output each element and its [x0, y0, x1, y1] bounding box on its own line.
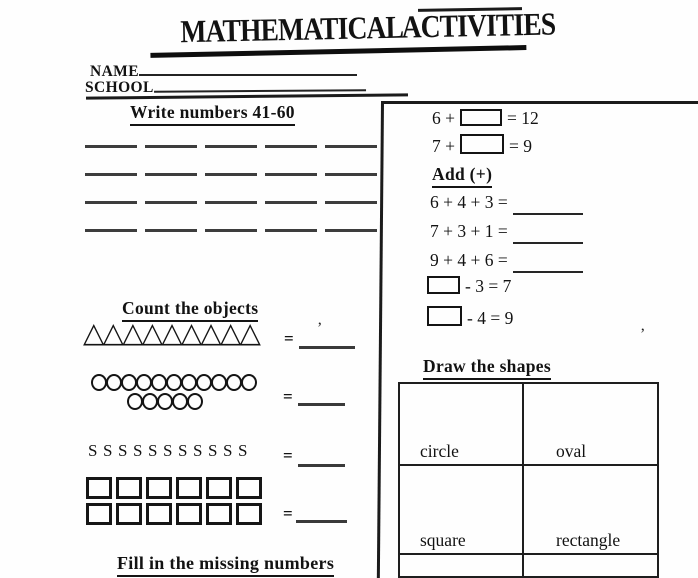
circle-shape: [127, 393, 143, 410]
square-shape: [176, 477, 202, 499]
letter-s: S: [103, 441, 113, 460]
write-number-blank-line: [85, 201, 137, 204]
write-number-blank-line: [145, 229, 197, 232]
add-answer-line: [513, 242, 583, 244]
letter-s: S: [178, 441, 188, 460]
square-shape: [116, 503, 142, 525]
write-number-blank-line: [325, 201, 377, 204]
add-heading: Add (+): [432, 164, 492, 188]
squares-equals-sign: =: [283, 504, 293, 523]
table-cell-empty: [400, 555, 524, 576]
add-answer-line: [513, 213, 583, 215]
scan-artifact-apostrophe: ’: [640, 326, 646, 343]
page-title: MATHEMATICAL ACTIVITIES: [180, 5, 556, 50]
equation-suffix: - 4 = 9: [467, 308, 514, 328]
circle-shape: [241, 374, 257, 391]
equation-suffix: = 9: [509, 136, 532, 156]
triangles-row: [83, 316, 261, 349]
circles-equals-sign: =: [283, 387, 293, 406]
square-shape: [116, 477, 142, 499]
circle-shape: [136, 374, 152, 391]
add-problem-row: [430, 192, 583, 213]
equation-box-difference-1: [427, 276, 511, 297]
equation-box-sum-2: [432, 134, 532, 157]
circles-answer-line: [298, 403, 345, 406]
letter-s: S: [133, 441, 143, 460]
triangle-shape: △: [102, 316, 125, 349]
circle-shape: [181, 374, 197, 391]
equation-suffix: - 3 = 7: [465, 276, 512, 296]
circle-shape: [106, 374, 122, 391]
write-numbers-heading: Write numbers 41-60: [130, 102, 295, 126]
equation-box-difference-2: [427, 306, 513, 329]
shape-label: oval: [556, 441, 587, 461]
write-number-blank-line: [145, 201, 197, 204]
add-answer-line: [513, 271, 583, 273]
letters-equals-sign: =: [283, 446, 293, 465]
answer-box: [460, 109, 502, 126]
answer-box: [427, 276, 460, 294]
add-problem-text: 6 + 4 + 3 =: [430, 192, 508, 212]
triangle-shape: △: [219, 316, 242, 349]
equation-prefix: 7 +: [432, 136, 455, 156]
triangles-answer-line: [299, 346, 355, 349]
answer-box: [460, 134, 504, 154]
letters-answer-line: [298, 464, 345, 467]
fill-missing-numbers-heading: Fill in the missing numbers: [117, 553, 334, 577]
write-number-blank-line: [265, 229, 317, 232]
triangle-shape: △: [141, 316, 164, 349]
right-section-top-rule: [381, 101, 698, 104]
draw-shapes-heading: Draw the shapes: [423, 356, 551, 380]
write-number-blank-line: [325, 229, 377, 232]
square-shape: [176, 503, 202, 525]
equation-prefix: 6 +: [432, 108, 455, 128]
squares-row-2: [86, 503, 266, 525]
school-label: SCHOOL: [85, 79, 154, 96]
table-cell-empty: [524, 555, 657, 576]
add-problem-text: 7 + 3 + 1 =: [430, 221, 508, 241]
write-number-blank-line: [205, 173, 257, 176]
squares-row-1: [86, 477, 266, 499]
circle-shape: [226, 374, 242, 391]
letter-s: S: [193, 441, 203, 460]
triangle-shape: △: [161, 316, 183, 349]
count-objects-heading: Count the objects: [122, 298, 258, 322]
letter-s-row: [88, 441, 253, 461]
triangle-shape: △: [122, 316, 144, 349]
squares-answer-line: [296, 520, 347, 523]
square-shape: [86, 503, 112, 525]
square-shape: [236, 477, 262, 499]
circle-shape: [151, 374, 167, 391]
write-number-blank-line: [145, 145, 197, 148]
shape-label: circle: [420, 441, 459, 461]
write-number-blank-line: [85, 229, 137, 232]
title-underline: [150, 5, 556, 58]
circle-shape: [121, 374, 137, 391]
table-cell-circle: [400, 384, 524, 466]
letter-s: S: [238, 441, 248, 460]
circle-shape: [187, 393, 203, 410]
write-number-blank-line: [265, 201, 317, 204]
letter-s: S: [208, 441, 218, 460]
table-cell-oval: [524, 384, 657, 466]
write-number-blank-line: [265, 145, 317, 148]
shape-label: rectangle: [556, 530, 621, 550]
square-shape: [206, 477, 232, 499]
write-numbers-blank-grid: [85, 145, 377, 257]
name-label: NAME: [90, 63, 139, 80]
letter-s: S: [88, 441, 98, 460]
write-number-blank-line: [205, 229, 257, 232]
triangles-equals-sign: =: [284, 329, 294, 348]
letter-s: S: [148, 441, 158, 460]
add-problem-row: [430, 221, 583, 242]
write-number-blank-line: [85, 173, 137, 176]
table-cell-square: [400, 466, 524, 555]
equation-box-sum-1: [432, 108, 539, 129]
triangle-shape: △: [83, 316, 105, 349]
triangle-shape: △: [239, 316, 261, 349]
letter-s: S: [118, 441, 128, 460]
square-shape: [146, 477, 172, 499]
name-blank-line: [139, 61, 357, 76]
write-number-blank-line: [145, 173, 197, 176]
letter-s: S: [223, 441, 233, 460]
square-shape: [236, 503, 262, 525]
triangle-shape: △: [200, 316, 222, 349]
equation-suffix: = 12: [507, 108, 539, 128]
square-shape: [206, 503, 232, 525]
circle-shape: [172, 393, 188, 410]
column-divider: [377, 102, 384, 578]
circle-shape: [196, 374, 212, 391]
circle-shape: [157, 393, 173, 410]
circle-shape: [211, 374, 227, 391]
circle-shape: [166, 374, 182, 391]
shape-label: square: [420, 530, 466, 550]
add-problem-text: 9 + 4 + 6 =: [430, 250, 508, 270]
write-number-blank-line: [265, 173, 317, 176]
circles-row-1: [91, 374, 256, 391]
scan-artifact-apostrophe: ’: [317, 320, 323, 337]
circle-shape: [91, 374, 107, 391]
draw-shapes-table: [398, 382, 659, 578]
school-blank-line: [154, 76, 366, 92]
circle-shape: [142, 393, 158, 410]
write-number-blank-line: [325, 173, 377, 176]
triangle-shape: △: [180, 316, 203, 349]
table-cell-rectangle: [524, 466, 657, 555]
square-shape: [146, 503, 172, 525]
write-number-blank-line: [325, 145, 377, 148]
write-number-blank-line: [205, 201, 257, 204]
letter-s: S: [163, 441, 173, 460]
write-number-blank-line: [205, 145, 257, 148]
answer-box: [427, 306, 462, 326]
square-shape: [86, 477, 112, 499]
circles-row-2: [127, 393, 202, 410]
add-problem-row: [430, 250, 583, 271]
write-number-blank-line: [85, 145, 137, 148]
